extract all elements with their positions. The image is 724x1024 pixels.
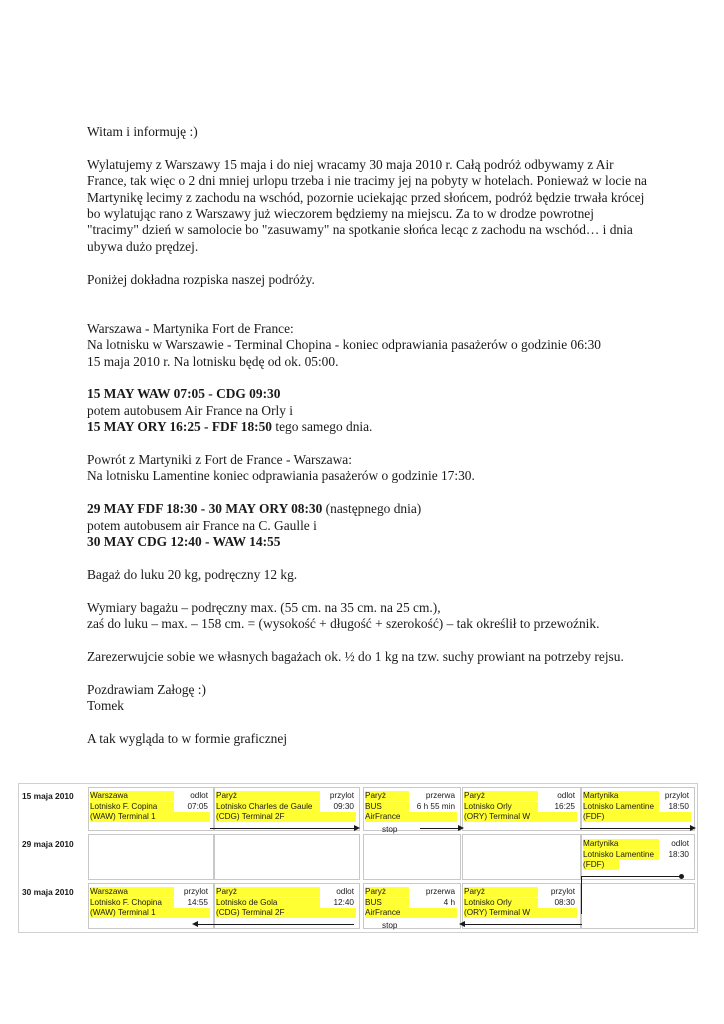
terminal-name: (FDF) bbox=[583, 860, 619, 870]
baggage-allowance: Bagaż do luku 20 kg, podręczny 12 kg. bbox=[87, 566, 298, 582]
terminal-name: (ORY) Terminal W bbox=[464, 908, 577, 918]
airport-name: Lotnisko Lamentine bbox=[583, 802, 659, 812]
grid-cell bbox=[363, 834, 461, 880]
place-name: Paryż bbox=[216, 791, 320, 801]
food-note: Zarezerwujcie sobie we własnych bagażach ok. ½ do 1 kg na tzw. suchy prowiant na potrzeby rejsu. bbox=[87, 648, 624, 664]
terminal-name: (CDG) Terminal 2F bbox=[216, 908, 356, 918]
outbound-title: Warszawa - Martynika Fort de France: bbox=[87, 320, 294, 336]
stop-block bbox=[216, 887, 356, 919]
event-time: 09:30 bbox=[333, 801, 354, 811]
stop-label: stop bbox=[382, 825, 398, 834]
stop-block bbox=[216, 791, 356, 823]
graphic-intro: A tak wygląda to w formie graficznej bbox=[87, 730, 288, 746]
return-title: Powrót z Martyniki z Fort de France - Warszawa: bbox=[87, 452, 352, 468]
event-time: 16:25 bbox=[554, 801, 575, 811]
arrow-left-icon bbox=[459, 921, 465, 927]
event-kind: przerwa bbox=[425, 887, 455, 896]
event-kind: odlot bbox=[336, 887, 354, 896]
return-flight-1: 29 MAY FDF 18:30 - 30 MAY ORY 08:30 bbox=[87, 501, 323, 517]
event-kind: odlot bbox=[190, 791, 208, 800]
route-line bbox=[581, 876, 582, 914]
route-line bbox=[210, 828, 356, 829]
place-name: Paryż bbox=[464, 887, 538, 897]
outbound-date: 15 maja 2010 r. Na lotnisku będę od ok. 05:00. bbox=[87, 353, 339, 369]
stop-block bbox=[365, 791, 457, 823]
terminal-name: (ORY) Terminal W bbox=[464, 812, 577, 822]
stop-block bbox=[90, 791, 210, 823]
stop-block bbox=[464, 887, 577, 919]
event-time: 07:05 bbox=[187, 801, 208, 811]
transport-name: BUS bbox=[365, 898, 409, 908]
baggage-dimensions-2: zaś do luku – max. – 158 cm. = (wysokość + długość + szerokość) – tak określił to przewoźnik. bbox=[87, 616, 600, 632]
carrier-name: AirFrance bbox=[365, 908, 457, 918]
return-bus: potem autobusem air France na C. Gaulle i bbox=[87, 517, 317, 533]
transport-name: BUS bbox=[365, 802, 409, 812]
airport-name: Lotnisko Charles de Gaule bbox=[216, 802, 320, 812]
grid-cell bbox=[462, 834, 581, 880]
return-airport: Na lotnisku Lamentine koniec odprawiania pasażerów o godzinie 17:30. bbox=[87, 468, 475, 484]
airport-name: Lotnisko F. Chopina bbox=[90, 898, 174, 908]
airport-name: Lotnisko de Gola bbox=[216, 898, 320, 908]
grid-cell bbox=[214, 834, 360, 880]
terminal-name: (WAW) Terminal 1 bbox=[90, 812, 210, 822]
stop-label: stop bbox=[382, 921, 398, 930]
intro-paragraph: Wylatujemy z Warszawy 15 maja i do niej wracamy 30 maja 2010 r. Całą podróż odbywamy z Air France, tak więc o 2 dni mniej urlopu trzeba i nie tracimy jej na pobyty w hotelach. Ponieważ w locie na Martynikę lecimy z zachodu na wschód, pozornie uciekając przed słońcem, podróż będzie trwała krócej bo wylatując rano z Warszawy już wieczorem będziemy na miejscu. Za to w drodze powrotnej "tracimy" dzień w samolocie bo "zasuwamy" na spotkanie słońca lecąc z zachodu na wschód… i dnia ubywa dużo prędzej. bbox=[87, 156, 647, 254]
outbound-airport: Na lotnisku w Warszawie - Terminal Chopina - koniec odprawiania pasażerów o godzinie 06:30 bbox=[87, 337, 601, 353]
outbound-flight-2-suffix: tego samego dnia. bbox=[272, 419, 373, 435]
carrier-name: AirFrance bbox=[365, 812, 457, 822]
stop-block bbox=[464, 791, 577, 823]
place-name: Warszawa bbox=[90, 791, 174, 801]
event-kind: przylot bbox=[329, 791, 354, 800]
date-label: 30 maja 2010 bbox=[22, 887, 74, 897]
outbound-bus: potem autobusem Air France na Orly i bbox=[87, 402, 294, 418]
outbound-flight-1: 15 MAY WAW 07:05 - CDG 09:30 bbox=[87, 386, 281, 402]
stop-block bbox=[583, 791, 691, 823]
route-line bbox=[465, 924, 582, 925]
itinerary-graphic bbox=[18, 783, 698, 933]
return-flight-1-suffix: (następnego dnia) bbox=[322, 501, 422, 517]
place-name: Martynika bbox=[583, 839, 659, 849]
event-kind: przylot bbox=[550, 887, 575, 896]
stop-block bbox=[365, 887, 457, 919]
grid-cell bbox=[581, 883, 695, 929]
event-kind: przerwa bbox=[425, 791, 455, 800]
event-time: 12:40 bbox=[333, 897, 354, 907]
stop-block bbox=[583, 839, 691, 871]
route-line bbox=[580, 828, 692, 829]
event-time: 14:55 bbox=[187, 897, 208, 907]
date-label: 15 maja 2010 bbox=[22, 791, 74, 801]
route-line bbox=[581, 876, 681, 877]
greeting: Witam i informuję :) bbox=[87, 124, 198, 139]
return-flight-2: 30 MAY CDG 12:40 - WAW 14:55 bbox=[87, 534, 281, 550]
stop-block bbox=[90, 887, 210, 919]
regards: Pozdrawiam Załogę :) bbox=[87, 681, 206, 697]
arrow-right-icon bbox=[458, 825, 464, 831]
letter-body bbox=[87, 124, 647, 747]
event-time: 18:30 bbox=[668, 849, 689, 859]
airport-name: Lotnisko Orly bbox=[464, 802, 538, 812]
outbound-flight-2: 15 MAY ORY 16:25 - FDF 18:50 bbox=[87, 419, 272, 435]
grid-cell bbox=[88, 834, 214, 880]
airport-name: Lotnisko Lamentine bbox=[583, 850, 659, 860]
arrow-right-icon bbox=[690, 825, 696, 831]
event-time: 6 h 55 min bbox=[416, 801, 455, 811]
date-label: 29 maja 2010 bbox=[22, 839, 74, 849]
event-time: 18:50 bbox=[668, 801, 689, 811]
place-name: Warszawa bbox=[90, 887, 174, 897]
terminal-name: (FDF) bbox=[583, 812, 691, 822]
place-name: Paryż bbox=[365, 887, 409, 897]
event-kind: przylot bbox=[664, 791, 689, 800]
place-name: Paryż bbox=[365, 791, 409, 801]
place-name: Paryż bbox=[216, 887, 320, 897]
event-time: 08:30 bbox=[554, 897, 575, 907]
signature: Tomek bbox=[87, 698, 124, 714]
airport-name: Lotnisko F. Copina bbox=[90, 802, 174, 812]
arrow-left-icon bbox=[192, 921, 198, 927]
schedule-intro: Poniżej dokładna rozpiska naszej podróży. bbox=[87, 271, 315, 287]
arrow-right-icon bbox=[354, 825, 360, 831]
route-line bbox=[420, 828, 460, 829]
route-line bbox=[198, 924, 354, 925]
terminal-name: (WAW) Terminal 1 bbox=[90, 908, 210, 918]
airport-name: Lotnisko Orly bbox=[464, 898, 538, 908]
event-kind: odlot bbox=[557, 791, 575, 800]
event-kind: przylot bbox=[183, 887, 208, 896]
event-kind: odlot bbox=[671, 839, 689, 848]
place-name: Martynika bbox=[583, 791, 659, 801]
baggage-dimensions-1: Wymiary bagażu – podręczny max. (55 cm. na 35 cm. na 25 cm.), bbox=[87, 599, 441, 615]
event-time: 4 h bbox=[443, 897, 455, 907]
place-name: Paryż bbox=[464, 791, 538, 801]
terminal-name: (CDG) Terminal 2F bbox=[216, 812, 356, 822]
